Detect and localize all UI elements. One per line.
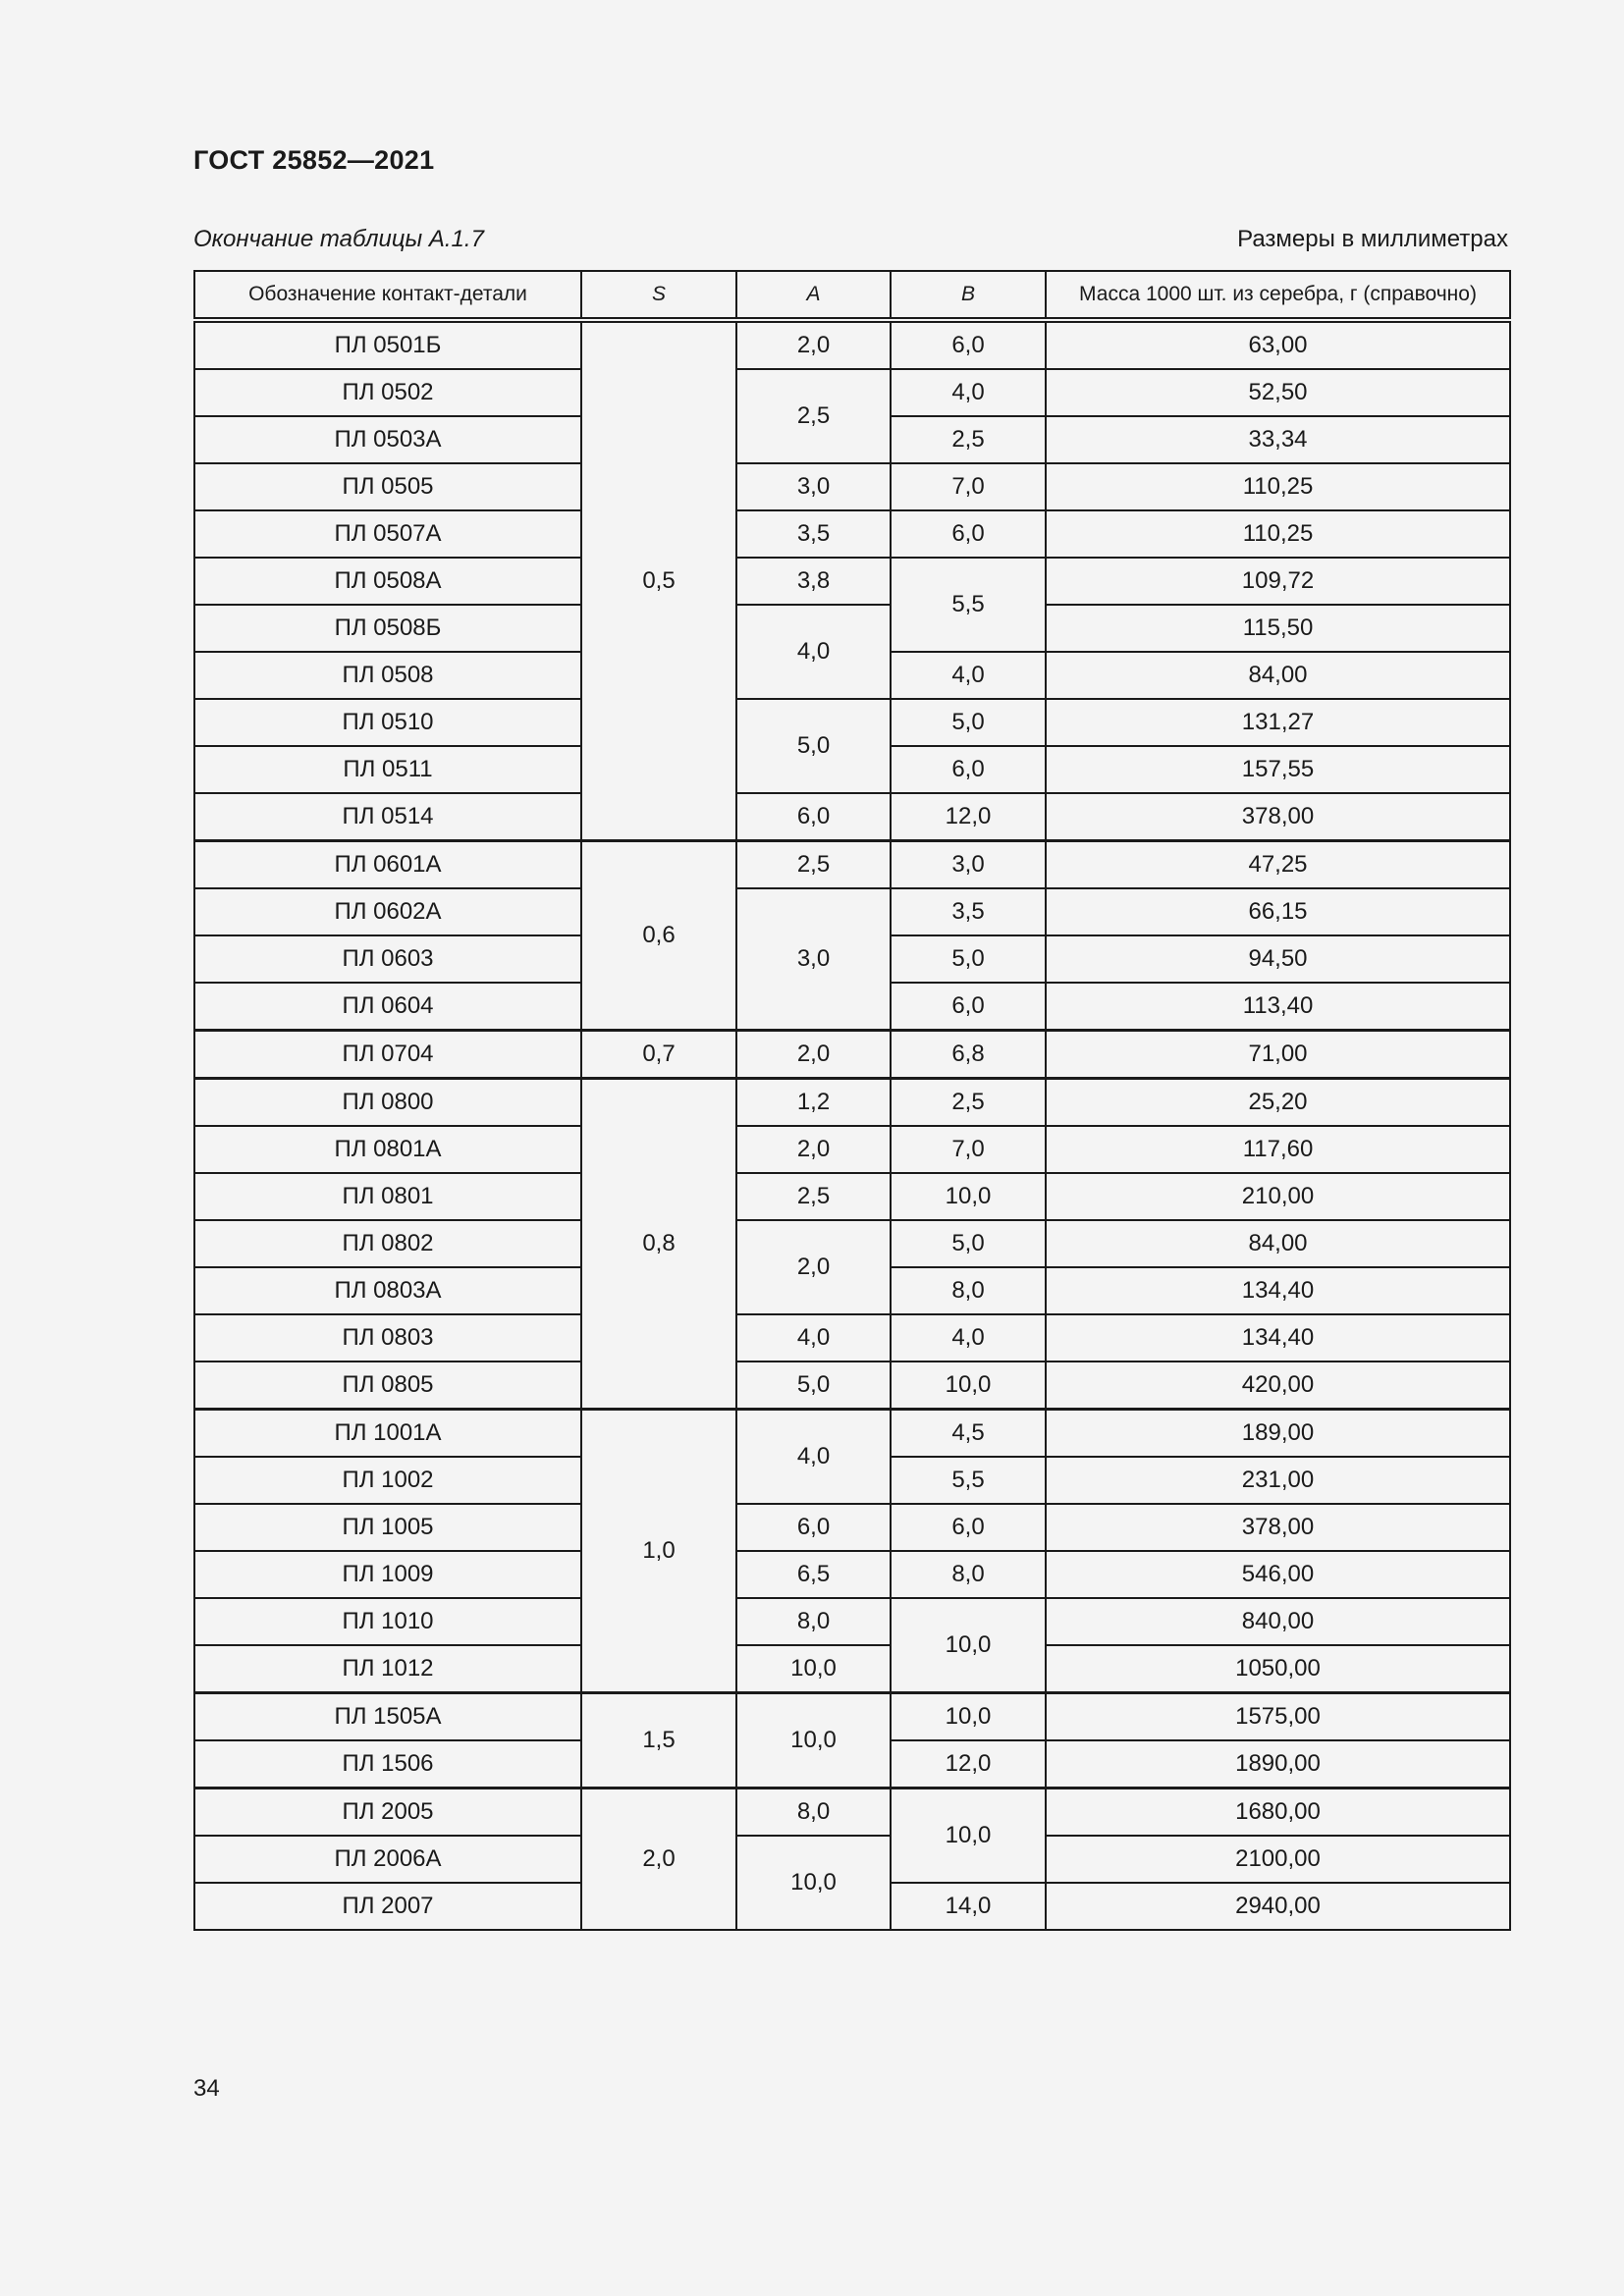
- cell-designation: ПЛ 0801А: [194, 1126, 581, 1173]
- cell-designation: ПЛ 0604: [194, 983, 581, 1031]
- cell-designation: ПЛ 0602А: [194, 888, 581, 935]
- cell-designation: ПЛ 0803: [194, 1314, 581, 1362]
- cell-a: 10,0: [736, 1645, 891, 1693]
- cell-mass: 231,00: [1046, 1457, 1510, 1504]
- table-row: [194, 320, 1510, 369]
- cell-mass: 134,40: [1046, 1267, 1510, 1314]
- cell-b: 10,0: [891, 1173, 1046, 1220]
- cell-mass: 210,00: [1046, 1173, 1510, 1220]
- table-row: [194, 1645, 1510, 1693]
- table-body: [194, 320, 1510, 1930]
- cell-b: 10,0: [891, 1598, 1046, 1693]
- table-row: [194, 841, 1510, 889]
- cell-designation: ПЛ 2006А: [194, 1836, 581, 1883]
- cell-a: 2,5: [736, 841, 891, 889]
- cell-mass: 113,40: [1046, 983, 1510, 1031]
- cell-b: 5,0: [891, 699, 1046, 746]
- cell-designation: ПЛ 0505: [194, 463, 581, 510]
- table-row: [194, 1504, 1510, 1551]
- table-row: [194, 463, 1510, 510]
- cell-designation: ПЛ 0508А: [194, 558, 581, 605]
- cell-b: 5,5: [891, 1457, 1046, 1504]
- cell-b: 4,5: [891, 1410, 1046, 1458]
- cell-a: 8,0: [736, 1789, 891, 1837]
- cell-s: 0,5: [581, 320, 736, 841]
- cell-b: 5,0: [891, 1220, 1046, 1267]
- cell-designation: ПЛ 0508Б: [194, 605, 581, 652]
- cell-mass: 378,00: [1046, 1504, 1510, 1551]
- contact-parts-table: [193, 270, 1511, 1931]
- cell-mass: 157,55: [1046, 746, 1510, 793]
- table-row: [194, 1598, 1510, 1645]
- header-b: B: [891, 271, 1046, 320]
- cell-designation: ПЛ 1009: [194, 1551, 581, 1598]
- cell-designation: ПЛ 2007: [194, 1883, 581, 1930]
- cell-mass: 115,50: [1046, 605, 1510, 652]
- cell-a: 2,0: [736, 1031, 891, 1079]
- cell-b: 10,0: [891, 1362, 1046, 1410]
- cell-designation: ПЛ 0800: [194, 1079, 581, 1127]
- cell-designation: ПЛ 0501Б: [194, 320, 581, 369]
- cell-mass: 840,00: [1046, 1598, 1510, 1645]
- cell-b: 6,0: [891, 983, 1046, 1031]
- cell-designation: ПЛ 0507А: [194, 510, 581, 558]
- table-row: [194, 558, 1510, 605]
- header-designation: Обозначение контакт-детали: [194, 271, 581, 320]
- cell-b: 6,8: [891, 1031, 1046, 1079]
- cell-designation: ПЛ 0603: [194, 935, 581, 983]
- cell-designation: ПЛ 1002: [194, 1457, 581, 1504]
- cell-mass: 131,27: [1046, 699, 1510, 746]
- cell-mass: 47,25: [1046, 841, 1510, 889]
- cell-a: 6,0: [736, 1504, 891, 1551]
- cell-mass: 189,00: [1046, 1410, 1510, 1458]
- cell-a: 4,0: [736, 605, 891, 699]
- cell-b: 6,0: [891, 746, 1046, 793]
- header-s: S: [581, 271, 736, 320]
- cell-a: 2,5: [736, 1173, 891, 1220]
- cell-designation: ПЛ 1012: [194, 1645, 581, 1693]
- cell-a: 6,5: [736, 1551, 891, 1598]
- cell-designation: ПЛ 0805: [194, 1362, 581, 1410]
- cell-a: 5,0: [736, 1362, 891, 1410]
- cell-b: 12,0: [891, 793, 1046, 841]
- cell-a: 3,5: [736, 510, 891, 558]
- cell-designation: ПЛ 1005: [194, 1504, 581, 1551]
- cell-mass: 94,50: [1046, 935, 1510, 983]
- cell-designation: ПЛ 0514: [194, 793, 581, 841]
- cell-mass: 110,25: [1046, 510, 1510, 558]
- units-note: Размеры в миллиметрах: [1237, 226, 1508, 252]
- cell-mass: 63,00: [1046, 320, 1510, 369]
- cell-b: 4,0: [891, 652, 1046, 699]
- header-mass: Масса 1000 шт. из серебра, г (справочно): [1046, 271, 1510, 320]
- cell-a: 2,0: [736, 1220, 891, 1314]
- cell-a: 2,0: [736, 1126, 891, 1173]
- table-row: [194, 1220, 1510, 1267]
- cell-designation: ПЛ 0510: [194, 699, 581, 746]
- cell-a: 6,0: [736, 793, 891, 841]
- cell-designation: ПЛ 0503А: [194, 416, 581, 463]
- cell-designation: ПЛ 1506: [194, 1740, 581, 1789]
- cell-b: 7,0: [891, 1126, 1046, 1173]
- cell-mass: 110,25: [1046, 463, 1510, 510]
- document-code: ГОСТ 25852—2021: [193, 145, 435, 175]
- table-row: [194, 605, 1510, 652]
- cell-b: 14,0: [891, 1883, 1046, 1930]
- table-row: [194, 1126, 1510, 1173]
- cell-mass: 1575,00: [1046, 1693, 1510, 1741]
- table-row: [194, 369, 1510, 416]
- page-number: 34: [193, 2075, 220, 2102]
- cell-b: 10,0: [891, 1789, 1046, 1884]
- cell-mass: 2940,00: [1046, 1883, 1510, 1930]
- cell-a: 4,0: [736, 1410, 891, 1505]
- header-row: [194, 271, 1510, 320]
- cell-mass: 2100,00: [1046, 1836, 1510, 1883]
- cell-b: 6,0: [891, 1504, 1046, 1551]
- table-row: [194, 1031, 1510, 1079]
- cell-designation: ПЛ 0803А: [194, 1267, 581, 1314]
- table-row: [194, 1362, 1510, 1410]
- cell-designation: ПЛ 1010: [194, 1598, 581, 1645]
- table-row: [194, 1836, 1510, 1883]
- cell-mass: 71,00: [1046, 1031, 1510, 1079]
- cell-b: 8,0: [891, 1551, 1046, 1598]
- cell-s: 2,0: [581, 1789, 736, 1931]
- cell-a: 10,0: [736, 1693, 891, 1789]
- cell-designation: ПЛ 1505А: [194, 1693, 581, 1741]
- cell-designation: ПЛ 0508: [194, 652, 581, 699]
- cell-designation: ПЛ 1001А: [194, 1410, 581, 1458]
- table-row: [194, 1410, 1510, 1458]
- cell-mass: 33,34: [1046, 416, 1510, 463]
- cell-mass: 66,15: [1046, 888, 1510, 935]
- cell-a: 8,0: [736, 1598, 891, 1645]
- table-caption: Окончание таблицы А.1.7: [193, 226, 484, 252]
- cell-mass: 109,72: [1046, 558, 1510, 605]
- cell-b: 5,5: [891, 558, 1046, 652]
- cell-mass: 52,50: [1046, 369, 1510, 416]
- cell-a: 3,8: [736, 558, 891, 605]
- table-row: [194, 1314, 1510, 1362]
- cell-a: 10,0: [736, 1836, 891, 1930]
- cell-s: 0,6: [581, 841, 736, 1031]
- cell-designation: ПЛ 2005: [194, 1789, 581, 1837]
- cell-designation: ПЛ 0802: [194, 1220, 581, 1267]
- cell-b: 2,5: [891, 1079, 1046, 1127]
- header-a: A: [736, 271, 891, 320]
- cell-mass: 1050,00: [1046, 1645, 1510, 1693]
- cell-a: 3,0: [736, 888, 891, 1031]
- table-row: [194, 1079, 1510, 1127]
- cell-mass: 134,40: [1046, 1314, 1510, 1362]
- cell-mass: 84,00: [1046, 1220, 1510, 1267]
- table-row: [194, 793, 1510, 841]
- cell-a: 2,0: [736, 320, 891, 369]
- cell-designation: ПЛ 0601А: [194, 841, 581, 889]
- cell-b: 7,0: [891, 463, 1046, 510]
- cell-a: 3,0: [736, 463, 891, 510]
- cell-designation: ПЛ 0704: [194, 1031, 581, 1079]
- cell-mass: 25,20: [1046, 1079, 1510, 1127]
- cell-b: 12,0: [891, 1740, 1046, 1789]
- cell-mass: 84,00: [1046, 652, 1510, 699]
- cell-b: 4,0: [891, 1314, 1046, 1362]
- cell-mass: 546,00: [1046, 1551, 1510, 1598]
- cell-mass: 1890,00: [1046, 1740, 1510, 1789]
- table-row: [194, 1173, 1510, 1220]
- table-row: [194, 1693, 1510, 1741]
- table-row: [194, 1551, 1510, 1598]
- cell-designation: ПЛ 0502: [194, 369, 581, 416]
- cell-b: 4,0: [891, 369, 1046, 416]
- cell-b: 6,0: [891, 320, 1046, 369]
- cell-b: 2,5: [891, 416, 1046, 463]
- cell-b: 10,0: [891, 1693, 1046, 1741]
- cell-b: 5,0: [891, 935, 1046, 983]
- cell-mass: 420,00: [1046, 1362, 1510, 1410]
- table-row: [194, 1789, 1510, 1837]
- cell-designation: ПЛ 0801: [194, 1173, 581, 1220]
- cell-mass: 378,00: [1046, 793, 1510, 841]
- cell-designation: ПЛ 0511: [194, 746, 581, 793]
- cell-s: 0,8: [581, 1079, 736, 1410]
- cell-mass: 1680,00: [1046, 1789, 1510, 1837]
- cell-a: 2,5: [736, 369, 891, 463]
- table-row: [194, 888, 1510, 935]
- cell-b: 3,5: [891, 888, 1046, 935]
- cell-s: 1,5: [581, 1693, 736, 1789]
- table-row: [194, 699, 1510, 746]
- cell-s: 0,7: [581, 1031, 736, 1079]
- cell-a: 1,2: [736, 1079, 891, 1127]
- table-row: [194, 510, 1510, 558]
- cell-b: 3,0: [891, 841, 1046, 889]
- cell-b: 6,0: [891, 510, 1046, 558]
- cell-mass: 117,60: [1046, 1126, 1510, 1173]
- table-header: [194, 271, 1510, 320]
- cell-a: 5,0: [736, 699, 891, 793]
- cell-s: 1,0: [581, 1410, 736, 1693]
- cell-b: 8,0: [891, 1267, 1046, 1314]
- cell-a: 4,0: [736, 1314, 891, 1362]
